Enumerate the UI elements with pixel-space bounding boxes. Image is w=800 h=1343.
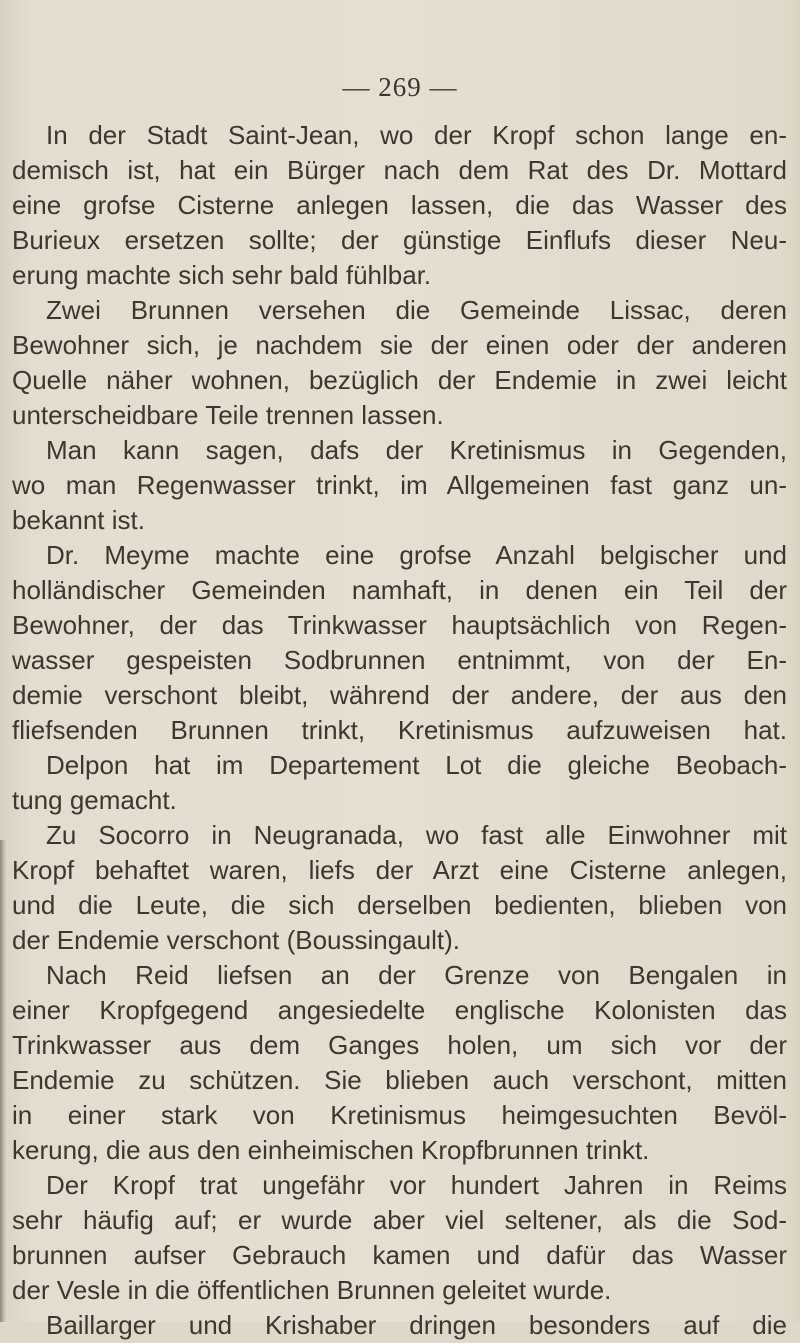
text-line: erung machte sich sehr bald fühlbar. [12, 260, 432, 290]
text-line: Zu Socorro in Neugranada, wo fast alle Einwohner mit [46, 820, 787, 850]
text-line: Burieux ersetzen sollte; der günstige Einflufs dieser Neu- [12, 225, 787, 255]
text-line: sehr häufig auf; er wurde aber viel seltener, als die Sod- [12, 1205, 787, 1235]
text-line: Bewohner sich, je nachdem sie der einen oder der anderen [12, 330, 787, 360]
text-line: der Vesle in die öffentlichen Brunnen geleitet wurde. [12, 1275, 612, 1305]
page-edge-shadow [0, 840, 6, 1322]
text-line: kerung, die aus den einheimischen Kropfbrunnen trinkt. [12, 1135, 650, 1165]
text-line: holländischer Gemeinden namhaft, in denen ein Teil der [12, 575, 787, 605]
text-line: Nach Reid liefsen an der Grenze von Bengalen in [46, 960, 787, 990]
text-line: Bewohner, der das Trinkwasser hauptsächlich von Regen- [12, 610, 787, 640]
page-number: — 269 — [342, 72, 458, 102]
text-line: demie verschont bleibt, während der andere, der aus den [12, 680, 787, 710]
text-line: In der Stadt Saint-Jean, wo der Kropf schon lange en- [46, 120, 787, 150]
text-line: Delpon hat im Departement Lot die gleiche Beobach- [46, 750, 787, 780]
text-line: wasser gespeisten Sodbrunnen entnimmt, von der En- [12, 645, 787, 675]
text-line: eine grofse Cisterne anlegen lassen, die das Wasser des [12, 190, 787, 220]
text-line: der Endemie verschont (Boussingault). [12, 925, 461, 955]
text-line: bekannt ist. [12, 505, 145, 535]
text-line: Zwei Brunnen versehen die Gemeinde Lissac, deren [46, 295, 787, 325]
text-line: demisch ist, hat ein Bürger nach dem Rat des Dr. Mottard [12, 155, 787, 185]
text-line: einer Kropfgegend angesiedelte englische Kolonisten das [12, 995, 787, 1025]
text-line: tung gemacht. [12, 785, 177, 815]
text-line: Der Kropf trat ungefähr vor hundert Jahren in Reims [46, 1170, 787, 1200]
text-line: und die Leute, die sich derselben bedienten, blieben von [12, 890, 787, 920]
text-line: Dr. Meyme machte eine grofse Anzahl belgischer und [46, 540, 787, 570]
text-line: Kropf behaftet waren, liefs der Arzt eine Cisterne anlegen, [12, 855, 787, 885]
text-line: unterscheidbare Teile trennen lassen. [12, 400, 444, 430]
text-line: in einer stark von Kretinismus heimgesuchten Bevöl- [12, 1100, 787, 1130]
text-line: Man kann sagen, dafs der Kretinismus in Gegenden, [46, 435, 787, 465]
text-line: wo man Regenwasser trinkt, im Allgemeinen fast ganz un- [12, 470, 787, 500]
text-line: Endemie zu schützen. Sie blieben auch verschont, mitten [12, 1065, 787, 1095]
text-line: fliefsenden Brunnen trinkt, Kretinismus aufzuweisen hat. [12, 715, 787, 745]
text-line: Trinkwasser aus dem Ganges holen, um sich vor der [12, 1030, 787, 1060]
text-line: brunnen aufser Gebrauch kamen und dafür das Wasser [12, 1240, 787, 1270]
text-line: Quelle näher wohnen, bezüglich der Endemie in zwei leicht [12, 365, 787, 395]
text-line: Baillarger und Krishaber dringen besonders auf die [46, 1310, 787, 1340]
